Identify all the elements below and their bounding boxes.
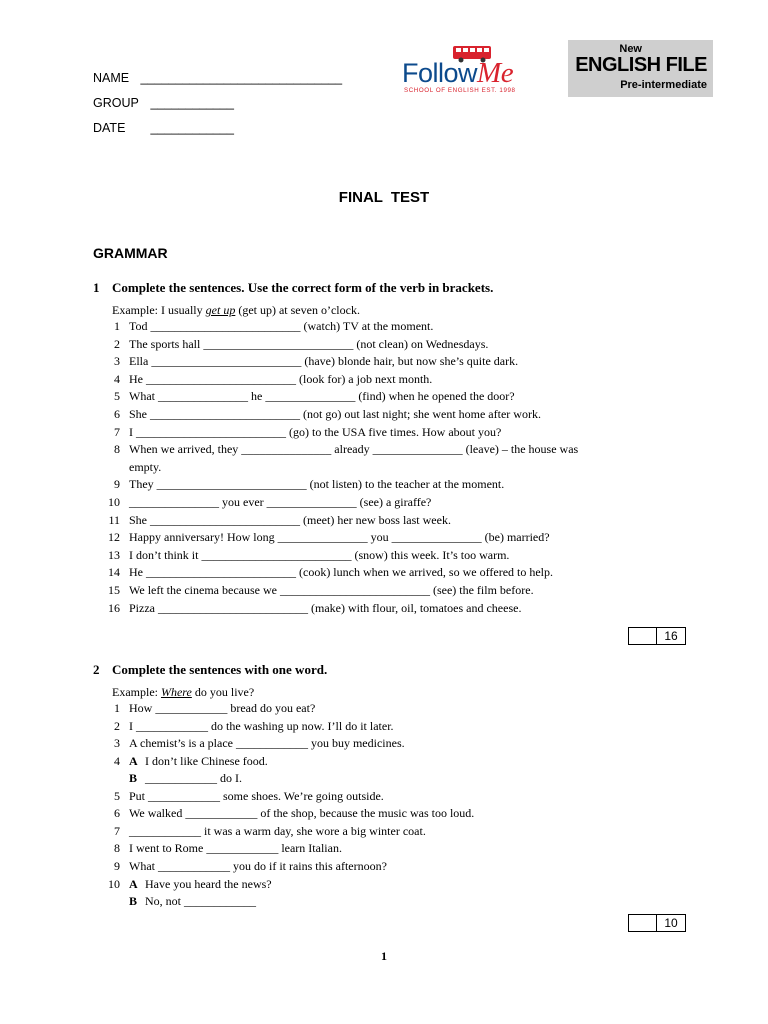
english-file-logo: [568, 40, 713, 97]
question-text[interactable]: Happy anniversary! How long _______________ you _______________ (be) married?: [129, 530, 550, 545]
question-text[interactable]: What _______________ he _______________ (find) when he opened the door?: [129, 389, 515, 404]
question-text[interactable]: She _________________________ (not go) out last night; she went home after work.: [129, 407, 541, 421]
exercise-1-instruction: [93, 280, 493, 296]
logo-wordmark: [402, 57, 513, 90]
book-level: Pre-intermediate: [620, 79, 707, 91]
question-number: 15: [108, 583, 120, 597]
example-prefix: Example: I usually: [112, 303, 206, 317]
question-number: 6: [114, 407, 120, 421]
question-number: 13: [108, 547, 120, 562]
question-number: 8: [114, 841, 120, 856]
question-text-wrap: [129, 876, 669, 894]
exercise-2-number: 2: [93, 662, 100, 677]
question-text[interactable]: When we arrived, they _______________ already _______________ (leave) – the house was: [129, 442, 579, 457]
name-blank[interactable]: _____________________________: [140, 71, 343, 85]
question-text-wrap: [129, 718, 669, 736]
question-text-wrap: [129, 805, 669, 823]
question-text-wrap: [129, 735, 669, 753]
exercise-1-number: 1: [93, 280, 100, 295]
question-text[interactable]: I went to Rome ____________ learn Italian.: [129, 841, 342, 856]
question-number: 10: [108, 495, 120, 509]
question-text-wrap: [129, 582, 669, 600]
question-text-wrap: [129, 840, 669, 858]
question-text-wrap: [129, 529, 669, 547]
question-text[interactable]: I don’t think it _________________________ (snow) this week. It’s too warm.: [129, 547, 510, 562]
question-text[interactable]: She _________________________ (meet) her new boss last week.: [129, 512, 451, 527]
date-field[interactable]: [93, 121, 234, 135]
book-title: ENGLISH FILE: [575, 54, 707, 76]
question-text[interactable]: The sports hall _________________________ (not clean) on Wednesdays.: [129, 336, 489, 351]
question-number: 1: [114, 701, 120, 715]
question-text[interactable]: _______________ you ever _______________ (see) a giraffe?: [129, 495, 432, 509]
question-text[interactable]: What ____________ you do if it rains this afternoon?: [129, 858, 387, 873]
question-text-wrap: [129, 564, 669, 582]
speaker-label: A: [129, 876, 138, 891]
question-text-wrap: [129, 893, 669, 911]
question-number: 5: [114, 389, 120, 404]
question-text-wrap: [129, 336, 669, 354]
question-number: 5: [114, 788, 120, 803]
question-text-wrap: [129, 858, 669, 876]
question-text-wrap: [129, 476, 669, 494]
question-text-wrap: [129, 512, 669, 530]
question-number: 11: [108, 512, 120, 527]
exercise-2-instruction: [93, 662, 327, 678]
question-text[interactable]: A chemist’s is a place ____________ you buy medicines.: [129, 736, 405, 751]
question-number: 2: [114, 718, 120, 733]
question-text[interactable]: Put ____________ some shoes. We’re going outside.: [129, 788, 384, 803]
question-text-wrap: [129, 788, 669, 806]
question-text[interactable]: Ella _________________________ (have) blonde hair, but now she’s quite dark.: [129, 354, 519, 369]
group-field[interactable]: [93, 96, 234, 110]
question-text-wrap: [129, 600, 669, 618]
question-text[interactable]: Pizza _________________________ (make) with flour, oil, tomatoes and cheese.: [129, 600, 522, 615]
question-number: 9: [114, 477, 120, 492]
question-text[interactable]: I _________________________ (go) to the USA five times. How about you?: [129, 424, 502, 439]
question-number: 6: [114, 806, 120, 821]
question-number: 4: [114, 753, 120, 768]
speaker-label: A: [129, 753, 138, 768]
question-text-wrap: [129, 424, 669, 442]
question-text[interactable]: I ____________ do the washing up now. I’ll do it later.: [129, 718, 394, 733]
example-suffix: (get up) at seven o’clock.: [235, 303, 360, 317]
speaker-label: B: [129, 771, 138, 786]
question-number: 7: [114, 823, 120, 838]
question-text[interactable]: We walked ____________ of the shop, because the music was too loud.: [129, 806, 475, 821]
question-number: 9: [114, 858, 120, 873]
question-text[interactable]: How ____________ bread do you eat?: [129, 701, 316, 715]
question-text-wrap: [129, 770, 669, 788]
book-new: New: [619, 43, 642, 55]
date-label: DATE: [93, 121, 126, 135]
question-text[interactable]: No, not ____________: [145, 894, 256, 909]
exercise-2-score-total: 10: [664, 916, 678, 930]
logo-follow: Follow: [402, 58, 478, 88]
exercise-2-example: [112, 685, 254, 700]
question-text[interactable]: ____________ it was a warm day, she wore a big winter coat.: [129, 823, 426, 838]
question-number: 16: [108, 600, 120, 615]
question-text[interactable]: Have you heard the news?: [145, 876, 272, 891]
question-text[interactable]: ____________ do I.: [145, 771, 242, 786]
question-number: 3: [114, 354, 120, 369]
question-text-wrap: [129, 547, 669, 565]
question-text[interactable]: empty.: [129, 459, 162, 474]
question-text-wrap: [129, 494, 669, 512]
question-number: 8: [114, 442, 120, 457]
exercise-2-score-box[interactable]: [628, 914, 686, 932]
question-text[interactable]: Tod _________________________ (watch) TV at the moment.: [129, 319, 434, 333]
speaker-label: B: [129, 894, 138, 909]
example-prefix: Example:: [112, 685, 161, 699]
question-number: 12: [108, 530, 120, 545]
question-text[interactable]: He _________________________ (cook) lunch when we arrived, so we offered to help.: [129, 565, 554, 580]
question-text-wrap: [129, 753, 669, 771]
question-text[interactable]: They _________________________ (not listen) to the teacher at the moment.: [129, 477, 505, 492]
question-number: 2: [114, 336, 120, 351]
exercise-1-score-total: 16: [664, 629, 678, 643]
question-text-wrap: [129, 388, 669, 406]
example-suffix: do you live?: [191, 685, 255, 699]
group-blank[interactable]: ____________: [150, 96, 234, 110]
group-label: GROUP: [93, 96, 139, 110]
name-label: NAME: [93, 71, 130, 85]
exercise-1-example: [112, 303, 360, 318]
followme-logo: [402, 45, 537, 101]
question-text-wrap: [129, 371, 669, 389]
question-number: 14: [108, 565, 120, 580]
question-number: 3: [114, 736, 120, 751]
question-number: 10: [108, 876, 120, 891]
question-number: 4: [114, 371, 120, 386]
page-title: FINAL TEST: [338, 189, 430, 206]
question-number: 1: [114, 319, 120, 333]
question-text-wrap: [129, 406, 669, 424]
question-text-wrap: [129, 441, 669, 459]
exercise-1-text: Complete the sentences. Use the correct form of the verb in brackets.: [112, 280, 494, 295]
exercise-1-score-box[interactable]: [628, 627, 686, 645]
question-number: 7: [114, 424, 120, 439]
example-answer: Where: [160, 685, 192, 699]
page-number: 1: [381, 949, 387, 963]
question-text[interactable]: I don’t like Chinese food.: [145, 753, 268, 768]
question-text-wrap: [129, 700, 669, 718]
logo-me: Me: [477, 57, 514, 89]
exercise-2-text: Complete the sentences with one word.: [112, 662, 328, 677]
question-text-wrap: [129, 823, 669, 841]
question-text[interactable]: He _________________________ (look for) a job next month.: [129, 371, 433, 386]
question-text[interactable]: We left the cinema because we _________________________ (see) the film before.: [129, 583, 534, 597]
date-blank[interactable]: ____________: [150, 121, 234, 135]
question-text-wrap: [129, 353, 669, 371]
name-field[interactable]: [93, 71, 342, 85]
question-text-wrap: [129, 459, 669, 477]
section-heading: GRAMMAR: [93, 245, 168, 261]
logo-subtitle: SCHOOL OF ENGLISH EST. 1998: [404, 87, 516, 94]
example-answer: get up: [205, 303, 236, 317]
question-text-wrap: [129, 318, 669, 336]
